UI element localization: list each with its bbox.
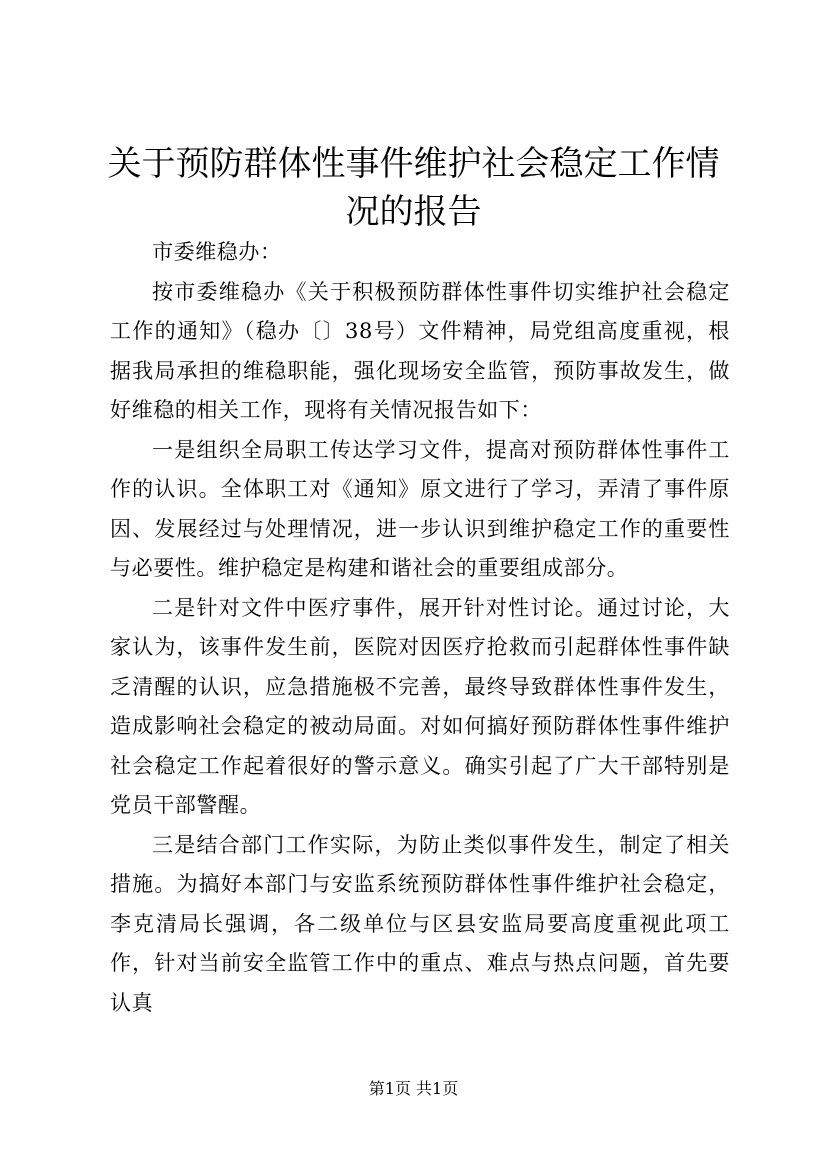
salutation: 市委维稳办： [152,240,282,264]
page-footer: 第1页 共1页 [368,1079,459,1098]
document-body [110,233,730,1023]
paragraph-point-one: 一是组织全局职工传达学习文件，提高对预防群体性事件工作的认识。全体职工对《通知》原文进行了学习，弄清了事件原因、发展经过与处理情况，进一步认识到维护稳定工作的重要性与必要性。维护稳定是构建和谐社会的重要组成部分。 [110,437,730,580]
document-title: 关于预防群体性事件维护社会稳定工作情况的报告 [107,144,720,232]
paragraph-point-two: 二是针对文件中医疗事件，展开针对性讨论。通过讨论，大家认为，该事件发生前，医院对因医疗抢救而引起群体性事件缺乏清醒的认识，应急措施极不完善，最终导致群体性事件发生，造成影响社会稳定的被动局面。对如何搞好预防群体性事件维护社会稳定工作起着很好的警示意义。确实引起了广大干部特别是党员干部警醒。 [110,595,730,817]
paragraph-point-three: 三是结合部门工作实际，为防止类似事件发生，制定了相关措施。为搞好本部门与安监系统预防群体性事件维护社会稳定，李克清局长强调，各二级单位与区县安监局要高度重视此项工作，针对当前安全监管工作中的重点、难点与热点问题，首先要认真 [110,832,730,1015]
paragraph-intro: 按市委维稳办《关于积极预防群体性事件切实维护社会稳定工作的通知》（稳办〔〕38号）文件精神，局党组高度重视，根据我局承担的维稳职能，强化现场安全监管，预防事故发生，做好维稳的相关工作，现将有关情况报告如下： [110,279,730,422]
